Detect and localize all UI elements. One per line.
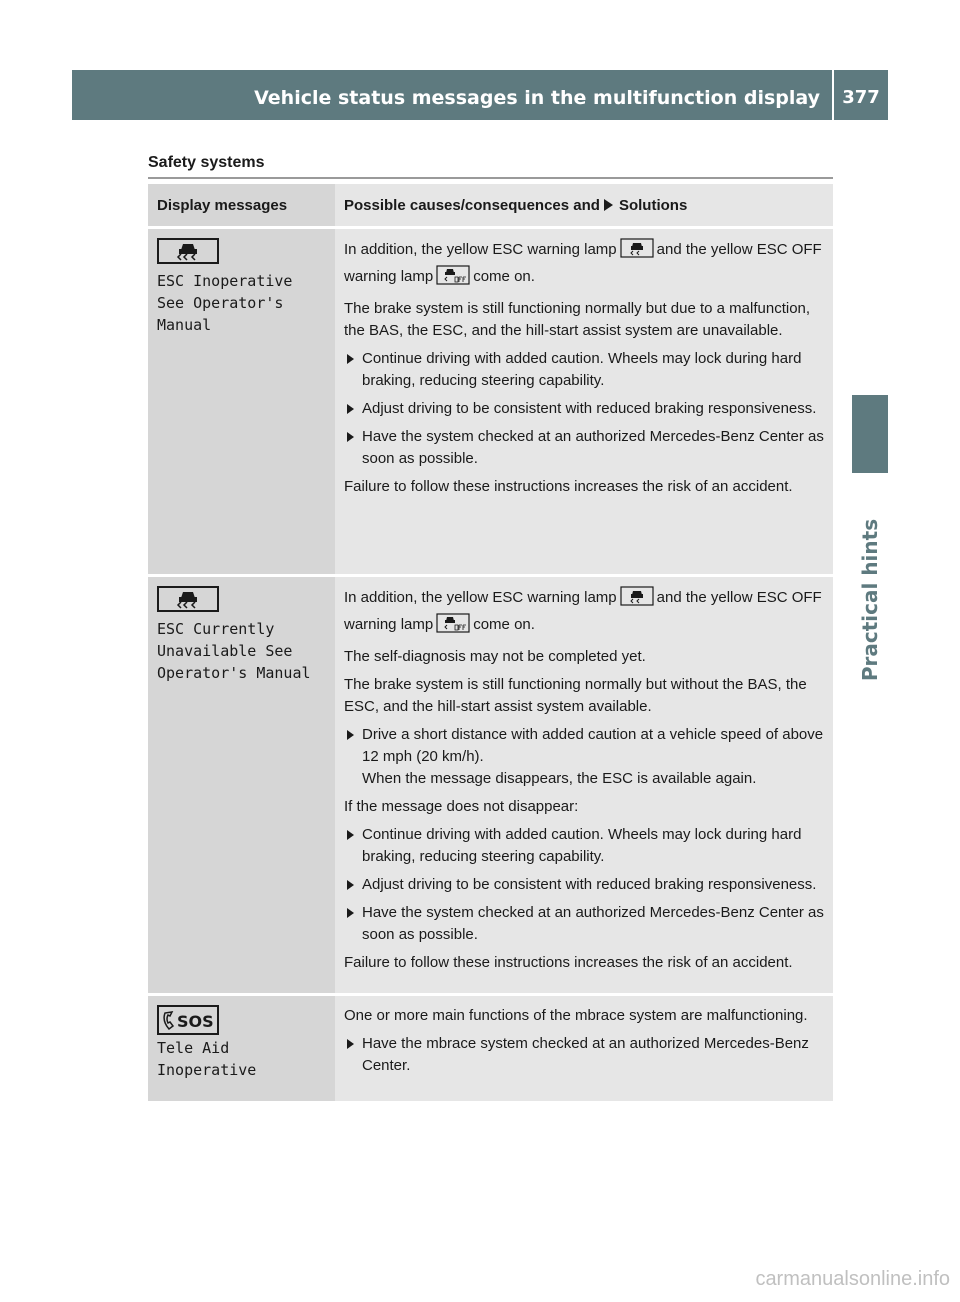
arrow-icon xyxy=(347,404,354,414)
intro-text: and the yellow ESC OFF warning lamp xyxy=(344,241,822,285)
paragraph xyxy=(344,238,825,292)
esc-skid-icon xyxy=(157,238,327,264)
step-text: Drive a short distance with added caution at a vehicle speed of above 12 mph (20 km/h). xyxy=(362,726,824,765)
messages-table xyxy=(148,184,833,1104)
arrow-icon xyxy=(347,354,354,364)
watermark: carmanualsonline.info xyxy=(755,1268,950,1290)
sos-phone-icon xyxy=(157,1005,327,1031)
chapter-tab-marker xyxy=(852,395,888,473)
sos-label: SOS xyxy=(177,1012,214,1031)
table-row xyxy=(148,995,833,1103)
column-header-causes-text: Possible causes/consequences and xyxy=(344,197,600,214)
esc-off-lamp-icon xyxy=(436,613,470,640)
step-text: Have the mbrace system checked at an authorized Mercedes-Benz Center. xyxy=(362,1035,809,1074)
instruction-step xyxy=(344,1033,825,1077)
esc-skid-icon xyxy=(157,586,327,612)
causes-solutions-cell xyxy=(335,576,833,995)
column-header-display: Display messages xyxy=(148,184,335,228)
paragraph xyxy=(344,586,825,640)
instruction-step xyxy=(344,426,825,470)
paragraph: Failure to follow these instructions increases the risk of an accident. xyxy=(344,478,793,495)
intro-text: In addition, the yellow ESC warning lamp xyxy=(344,589,617,606)
display-message-text: ESC Inoperative See Operator's Manual xyxy=(157,272,293,334)
display-message-text: Tele Aid Inoperative xyxy=(157,1039,257,1079)
instruction-step xyxy=(344,348,825,392)
step-text: Have the system checked at an authorized Mercedes-Benz Center as soon as possible. xyxy=(362,904,824,943)
intro-text: In addition, the yellow ESC warning lamp xyxy=(344,241,617,258)
column-header-causes xyxy=(335,184,833,228)
esc-off-lamp-icon xyxy=(436,265,470,292)
intro-text: and the yellow ESC OFF warning lamp xyxy=(344,589,822,633)
chapter-tab-label: Practical hints xyxy=(858,518,882,682)
column-header-solutions-text: Solutions xyxy=(618,197,688,214)
step-text: Adjust driving to be consistent with reduced braking responsiveness. xyxy=(362,876,817,893)
instruction-step xyxy=(344,902,825,946)
display-message-cell xyxy=(148,995,335,1103)
esc-warning-lamp-icon xyxy=(620,238,654,265)
arrow-icon xyxy=(604,199,613,211)
causes-solutions-cell xyxy=(335,228,833,576)
intro-text: come on. xyxy=(473,268,535,285)
arrow-icon xyxy=(347,830,354,840)
display-message-cell xyxy=(148,228,335,576)
esc-warning-lamp-icon xyxy=(620,586,654,613)
paragraph: Failure to follow these instructions increases the risk of an accident. xyxy=(344,954,793,971)
step-text: Have the system checked at an authorized Mercedes-Benz Center as soon as possible. xyxy=(362,428,824,467)
paragraph: The self-diagnosis may not be completed yet. xyxy=(344,648,646,665)
intro-text: come on. xyxy=(473,616,535,633)
table-row xyxy=(148,228,833,576)
paragraph: If the message does not disappear: xyxy=(344,798,579,815)
display-message-text: ESC Currently Unavailable See Operator's Manual xyxy=(157,620,311,682)
arrow-icon xyxy=(347,432,354,442)
section-rule xyxy=(148,177,833,179)
section-title: Safety systems xyxy=(148,154,265,171)
arrow-icon xyxy=(347,880,354,890)
display-message-cell xyxy=(148,576,335,995)
step-text: Continue driving with added caution. Wheels may lock during hard braking, reducing steering capability. xyxy=(362,350,802,389)
step-text: When the message disappears, the ESC is available again. xyxy=(362,770,757,787)
arrow-icon xyxy=(347,1039,354,1049)
instruction-step xyxy=(344,398,825,420)
instruction-step xyxy=(344,824,825,868)
arrow-icon xyxy=(347,908,354,918)
causes-solutions-cell xyxy=(335,995,833,1103)
page-number: 377 xyxy=(834,70,888,120)
paragraph: The brake system is still functioning normally but without the BAS, the ESC, and the hill-start assist system available. xyxy=(344,676,807,715)
instruction-step xyxy=(344,724,825,790)
step-text: Adjust driving to be consistent with reduced braking responsiveness. xyxy=(362,400,817,417)
paragraph: The brake system is still functioning normally but due to a malfunction, the BAS, the ESC, and the hill-start assist system are unavailable. xyxy=(344,300,811,339)
paragraph: One or more main functions of the mbrace system are malfunctioning. xyxy=(344,1007,808,1024)
page-header-title: Vehicle status messages in the multifunction display xyxy=(254,87,820,109)
instruction-step xyxy=(344,874,825,896)
step-text: Continue driving with added caution. Wheels may lock during hard braking, reducing steering capability. xyxy=(362,826,802,865)
table-header-row xyxy=(148,184,833,228)
arrow-icon xyxy=(347,730,354,740)
table-row xyxy=(148,576,833,995)
